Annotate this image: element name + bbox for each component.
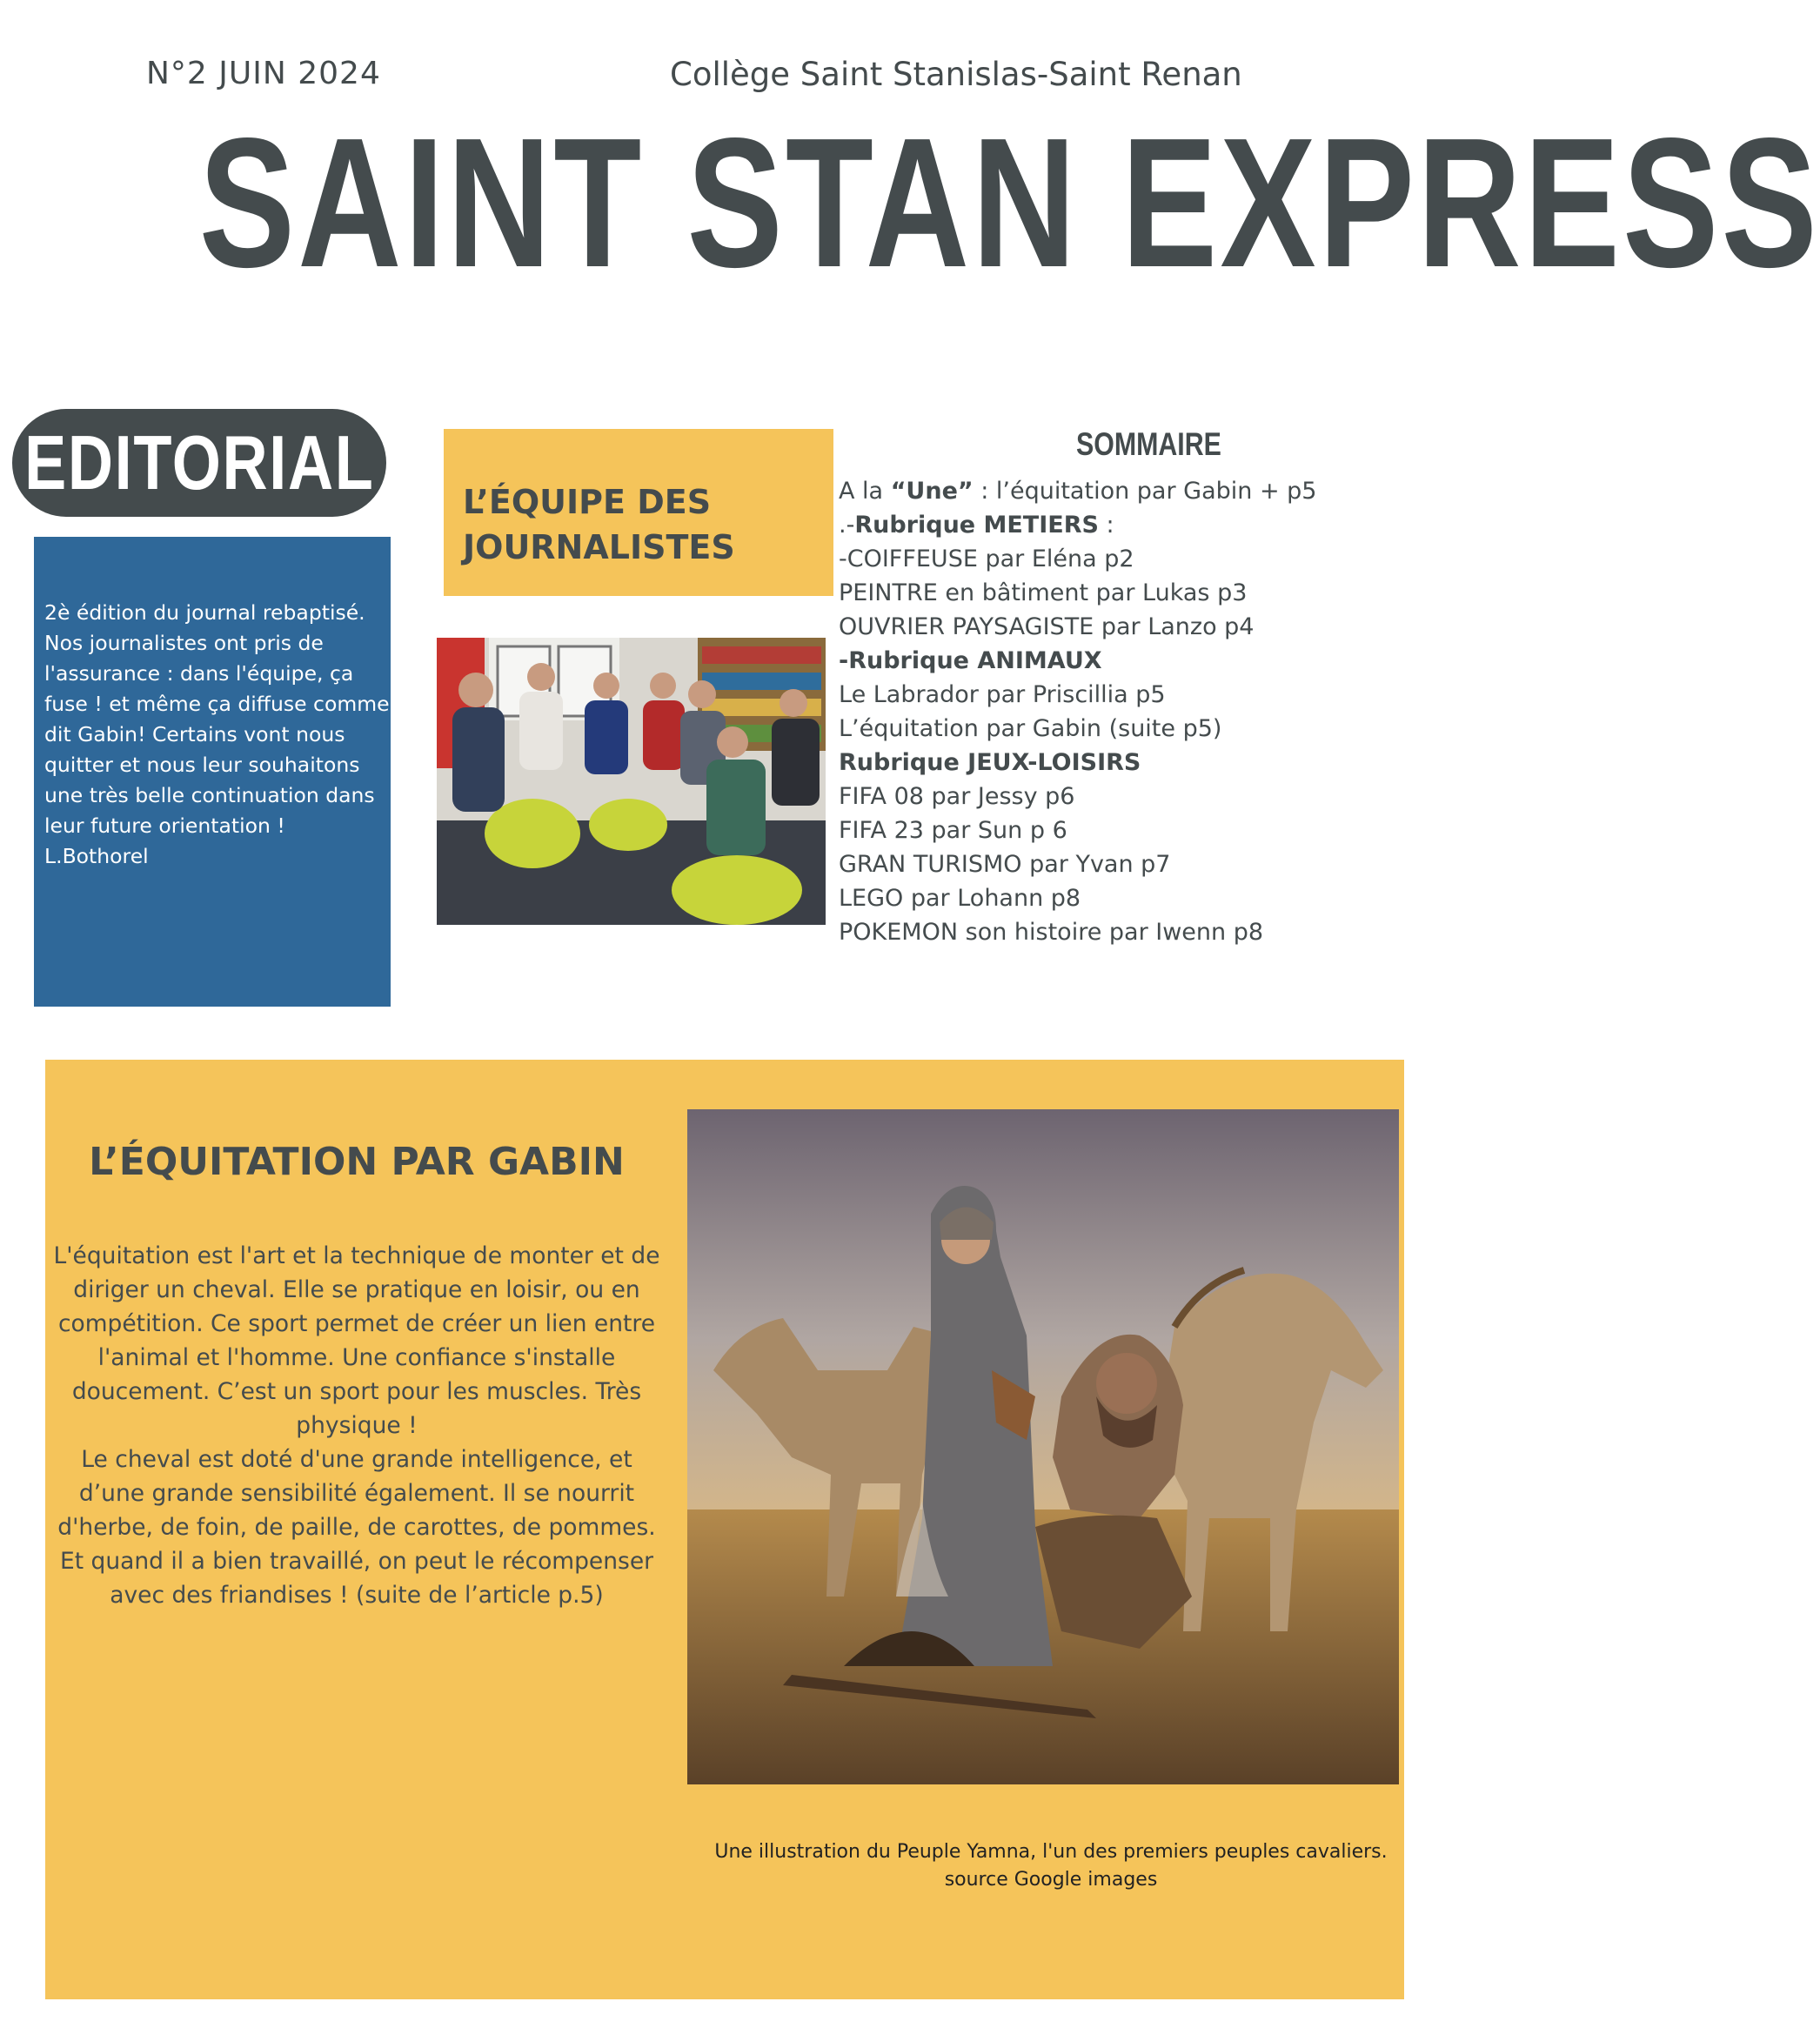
editorial-box bbox=[34, 537, 391, 1007]
editorial-body: 2è édition du journal rebaptisé. Nos journalistes ont pris de l'assurance : dans l'équipe, ça fuse ! et même ça diffuse comme dit Gabin! Certains vont nous quitter et nous leur souhaitons une très belle continuation dans leur future orientation ! bbox=[44, 600, 390, 838]
editorial-signature: L.Bothorel bbox=[44, 844, 149, 868]
summary-line-coiffeuse: -COIFFEUSE par Eléna p2 bbox=[839, 546, 1134, 572]
summary-line-jeux: Rubrique JEUX-LOISIRS bbox=[839, 749, 1141, 776]
summary-list bbox=[839, 474, 1395, 949]
summary-line-labrador: Le Labrador par Priscillia p5 bbox=[839, 681, 1166, 708]
masthead-title: SAINT STAN EXPRESS bbox=[198, 99, 1820, 305]
summary-line-animaux: -Rubrique ANIMAUX bbox=[839, 647, 1102, 674]
feature-paragraph-1: L'équitation est l'art et la technique de monter et de diriger un cheval. Elle se pratique en loisir, ou en compétition. Ce sport permet de créer un lien entre l'animal et l'homme. Une confiance s'installe doucement. C’est un sport pour les muscles. Très physique ! bbox=[53, 1242, 660, 1439]
feature-body bbox=[52, 1239, 661, 1612]
issue-date: N°2 JUIN 2024 bbox=[146, 56, 381, 91]
image-caption bbox=[687, 1838, 1415, 1894]
summary-line-lego: LEGO par Lohann p8 bbox=[839, 885, 1081, 912]
feature-paragraph-2: Le cheval est doté d'une grande intelligence, et d’une grande sensibilité également. Il se nourrit d'herbe, de foin, de paille, de carottes, de pommes. Et quand il a bien travaillé, on peut le récompenser avec des friandises ! (suite de l’article p.5) bbox=[57, 1446, 656, 1609]
summary-line-fifa08: FIFA 08 par Jessy p6 bbox=[839, 783, 1075, 810]
editorial-heading bbox=[12, 409, 386, 517]
summary-line-pokemon: POKEMON son histoire par Iwenn p8 bbox=[839, 919, 1264, 946]
summary-line-equitation: L’équitation par Gabin (suite p5) bbox=[839, 715, 1222, 742]
summary-title: SOMMAIRE bbox=[1076, 426, 1221, 462]
yamna-illustration bbox=[687, 1109, 1399, 1784]
team-photo bbox=[437, 638, 826, 925]
feature-title: L’ÉQUITATION PAR GABIN bbox=[89, 1140, 625, 1184]
caption-line-2: source Google images bbox=[944, 1869, 1158, 1891]
team-heading-box bbox=[444, 429, 833, 596]
school-name: Collège Saint Stanislas-Saint Renan bbox=[670, 56, 1242, 93]
team-heading-line2: JOURNALISTES bbox=[463, 528, 735, 566]
editorial-heading-text: EDITORIAL bbox=[23, 419, 375, 505]
caption-line-1: Une illustration du Peuple Yamna, l'un des premiers peuples cavaliers. bbox=[714, 1841, 1388, 1863]
summary-line-ouvrier: OUVRIER PAYSAGISTE par Lanzo p4 bbox=[839, 613, 1255, 640]
summary-line-metiers: .-Rubrique METIERS : bbox=[839, 512, 1114, 539]
summary-line-fifa23: FIFA 23 par Sun p 6 bbox=[839, 817, 1067, 844]
summary-line-une: A la “Une” : l’équitation par Gabin + p5 bbox=[839, 478, 1317, 505]
summary-line-gran-turismo: GRAN TURISMO par Yvan p7 bbox=[839, 851, 1171, 878]
team-heading-line1: L’ÉQUIPE DES bbox=[463, 483, 712, 521]
summary-line-peintre: PEINTRE en bâtiment par Lukas p3 bbox=[839, 579, 1248, 606]
